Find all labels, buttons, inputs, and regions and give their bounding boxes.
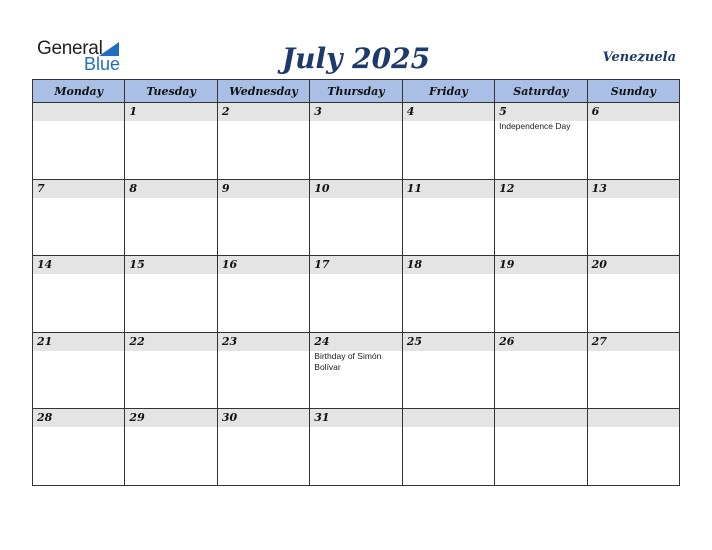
day-cell xyxy=(218,103,310,180)
day-cell xyxy=(125,180,217,257)
day-number: 28 xyxy=(37,411,53,425)
day-cell xyxy=(33,409,125,486)
weekday-header: Wednesday xyxy=(218,80,310,103)
day-number-band xyxy=(310,256,401,274)
day-cell xyxy=(310,409,402,486)
day-cell xyxy=(218,180,310,257)
day-number: 5 xyxy=(499,105,507,118)
day-number-band xyxy=(588,103,679,121)
day-number: 10 xyxy=(314,181,330,195)
day-number: 30 xyxy=(221,411,238,425)
day-number: 21 xyxy=(37,334,53,348)
day-cell xyxy=(218,256,310,333)
day-cell xyxy=(403,256,495,333)
day-cell xyxy=(125,103,217,180)
day-number-band xyxy=(125,103,216,121)
day-number-band xyxy=(125,409,216,427)
day-number: 9 xyxy=(221,181,230,195)
day-number: 2 xyxy=(221,105,230,118)
day-number-band xyxy=(588,256,679,274)
calendar-title: July 2025 xyxy=(281,42,431,75)
day-number: 7 xyxy=(37,181,45,195)
day-cell xyxy=(588,180,680,257)
day-number: 24 xyxy=(314,334,330,348)
day-cell xyxy=(403,409,495,486)
day-number-band xyxy=(403,256,494,274)
day-number-band xyxy=(588,333,679,351)
day-number-band xyxy=(310,103,401,121)
day-number: 12 xyxy=(499,181,515,195)
day-number-band xyxy=(218,180,309,198)
calendar-grid xyxy=(32,79,680,486)
day-number: 27 xyxy=(591,334,607,348)
day-number-band xyxy=(33,256,124,274)
day-number-band xyxy=(310,180,401,198)
day-cell xyxy=(125,256,217,333)
day-number-band xyxy=(218,103,309,121)
day-cell xyxy=(588,256,680,333)
day-cell xyxy=(33,103,125,180)
weekday-header: Sunday xyxy=(588,80,680,103)
day-number: 8 xyxy=(129,181,138,195)
day-number: 15 xyxy=(129,258,145,272)
day-number: 26 xyxy=(499,334,515,348)
weekday-header: Friday xyxy=(403,80,495,103)
day-number-band xyxy=(125,180,216,198)
day-number-band xyxy=(588,180,679,198)
weekday-header: Tuesday xyxy=(125,80,217,103)
day-number: 31 xyxy=(314,411,330,425)
day-number-band xyxy=(588,409,679,427)
day-number-band xyxy=(125,333,216,351)
day-cell xyxy=(495,256,587,333)
day-number-band xyxy=(218,409,309,427)
day-number: 20 xyxy=(591,258,607,272)
day-cell xyxy=(588,103,680,180)
day-number-band xyxy=(310,409,401,427)
day-number-band xyxy=(495,103,586,121)
weekday-header: Saturday xyxy=(495,80,587,103)
day-number-band xyxy=(33,409,124,427)
day-number: 13 xyxy=(591,181,607,195)
day-number: 11 xyxy=(406,181,423,195)
day-number: 1 xyxy=(129,105,138,118)
day-cell xyxy=(33,180,125,257)
day-cell xyxy=(310,256,402,333)
day-number-band xyxy=(33,103,124,121)
day-number-band xyxy=(403,180,494,198)
day-cell xyxy=(33,333,125,410)
day-cell xyxy=(495,103,587,180)
day-number-band xyxy=(33,180,124,198)
day-cell xyxy=(495,333,587,410)
day-cell xyxy=(218,333,310,410)
day-number: 18 xyxy=(406,258,423,272)
day-cell xyxy=(403,333,495,410)
day-cell xyxy=(310,180,402,257)
day-number: 25 xyxy=(406,334,423,348)
day-number-band xyxy=(218,256,309,274)
day-number-band xyxy=(125,256,216,274)
day-number: 17 xyxy=(314,258,330,272)
holiday-label: Birthday of Simón Bolívar xyxy=(314,351,397,373)
day-number: 14 xyxy=(37,258,53,272)
weekday-header: Thursday xyxy=(310,80,402,103)
day-number: 4 xyxy=(406,105,415,118)
day-number: 23 xyxy=(221,334,238,348)
day-number: 16 xyxy=(221,258,238,272)
day-cell xyxy=(310,103,402,180)
day-cell xyxy=(125,333,217,410)
day-cell xyxy=(495,180,587,257)
day-number: 22 xyxy=(129,334,145,348)
day-number-band xyxy=(403,333,494,351)
day-number-band xyxy=(403,409,494,427)
day-cell xyxy=(33,256,125,333)
day-number-band xyxy=(495,409,586,427)
day-cell xyxy=(218,409,310,486)
weekday-header: Monday xyxy=(33,80,125,103)
country-name: Venezuela xyxy=(602,50,676,65)
holiday-label: Independence Day xyxy=(499,121,582,132)
logo-text-general: General xyxy=(37,38,103,59)
day-cell xyxy=(403,103,495,180)
day-number-band xyxy=(495,333,586,351)
day-cell xyxy=(310,333,402,410)
day-number-band xyxy=(218,333,309,351)
day-number-band xyxy=(33,333,124,351)
day-cell xyxy=(125,409,217,486)
day-number-band xyxy=(403,103,494,121)
day-number: 29 xyxy=(129,411,145,425)
day-cell xyxy=(495,409,587,486)
day-number: 3 xyxy=(314,105,322,118)
day-number-band xyxy=(495,180,586,198)
day-number-band xyxy=(310,333,401,351)
day-cell xyxy=(403,180,495,257)
logo-text-blue: Blue xyxy=(84,54,121,74)
day-cell xyxy=(588,409,680,486)
day-number-band xyxy=(495,256,586,274)
day-number: 19 xyxy=(499,258,515,272)
day-number: 6 xyxy=(591,105,600,118)
day-cell xyxy=(588,333,680,410)
